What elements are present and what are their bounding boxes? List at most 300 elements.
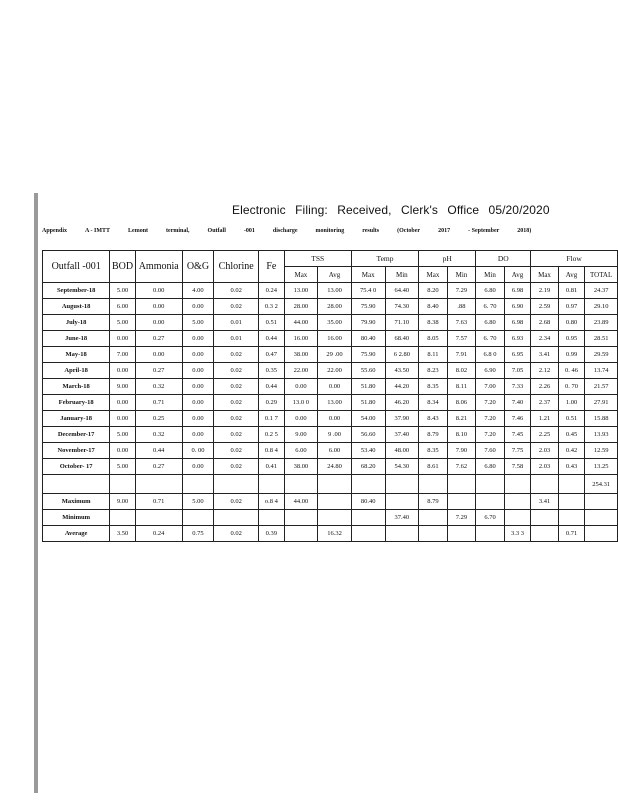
table-cell: 9.00: [284, 427, 318, 443]
table-cell: 0.80: [558, 315, 585, 331]
table-cell: 13.93: [585, 427, 618, 443]
table-cell: [284, 526, 318, 542]
table-cell: 38.00: [284, 459, 318, 475]
table-cell: 2.03: [531, 459, 559, 475]
table-cell: 16.00: [318, 331, 352, 347]
table-cell: 7.91: [447, 347, 476, 363]
header-bod: BOD: [110, 251, 135, 283]
row-label: August-18: [43, 299, 110, 315]
table-cell: 8.05: [419, 331, 448, 347]
table-cell: 0.29: [259, 395, 284, 411]
table-cell: 0.02: [214, 411, 259, 427]
table-cell: 29 .00: [318, 347, 352, 363]
table-cell: [318, 475, 352, 494]
table-cell: 0.00: [182, 331, 214, 347]
row-label: Minimum: [43, 510, 110, 526]
row-label: April-18: [43, 363, 110, 379]
table-row: [43, 299, 618, 315]
table-cell: [531, 510, 559, 526]
row-label: Average: [43, 526, 110, 542]
table-cell: 0.39: [259, 526, 284, 542]
row-label: [43, 475, 110, 494]
table-cell: 8.38: [419, 315, 448, 331]
table-row: [43, 526, 618, 542]
table-cell: 7.62: [447, 459, 476, 475]
table-cell: 8.23: [419, 363, 448, 379]
table-row: [43, 283, 618, 299]
table-cell: 0.42: [558, 443, 585, 459]
table-cell: 7.33: [504, 379, 531, 395]
table-row: [43, 459, 618, 475]
table-cell: 27.91: [585, 395, 618, 411]
table-cell: 22.00: [284, 363, 318, 379]
caption-word: -001: [243, 228, 255, 234]
table-cell: 54.00: [351, 411, 385, 427]
table-cell: 0. 00: [182, 443, 214, 459]
table-cell: 0.51: [259, 315, 284, 331]
table-cell: 0.00: [318, 411, 352, 427]
table-cell: 0.00: [110, 331, 135, 347]
table-cell: 5.00: [110, 427, 135, 443]
table-cell: 0.00: [182, 379, 214, 395]
table-cell: [558, 494, 585, 510]
table-cell: 16.32: [318, 526, 352, 542]
table-cell: 8.61: [419, 459, 448, 475]
table-cell: 0.75: [182, 526, 214, 542]
table-cell: 0.02: [214, 347, 259, 363]
table-row: [43, 363, 618, 379]
table-cell: 6.95: [504, 347, 531, 363]
table-cell: 23.89: [585, 315, 618, 331]
table-cell: 0.32: [135, 427, 182, 443]
table-cell: 6 2.80: [385, 347, 419, 363]
caption-word: results: [362, 228, 380, 234]
table-cell: 0.02: [214, 494, 259, 510]
table-cell: 7.29: [447, 283, 476, 299]
table-cell: 0.02: [214, 299, 259, 315]
table-cell: 2.37: [531, 395, 559, 411]
table-cell: 2.26: [531, 379, 559, 395]
table-cell: 37.90: [385, 411, 419, 427]
table-cell: 7.58: [504, 459, 531, 475]
table-cell: 56.60: [351, 427, 385, 443]
table-cell: 51.80: [351, 379, 385, 395]
table-cell: 37.40: [385, 510, 419, 526]
table-cell: 75.4 0: [351, 283, 385, 299]
table-cell: 0.32: [135, 379, 182, 395]
table-cell: 7.45: [504, 427, 531, 443]
table-cell: 0.00: [135, 315, 182, 331]
table-cell: 24.37: [585, 283, 618, 299]
table-cell: 0.44: [259, 379, 284, 395]
table-cell: 0.00: [182, 347, 214, 363]
table-cell: 64.40: [385, 283, 419, 299]
table-cell: 5.00: [110, 283, 135, 299]
table-cell: [214, 510, 259, 526]
row-label: February-18: [43, 395, 110, 411]
table-cell: 13.00: [318, 283, 352, 299]
table-cell: 16.00: [284, 331, 318, 347]
subheader: Max: [351, 267, 385, 283]
table-cell: 6.00: [284, 443, 318, 459]
table-cell: [447, 526, 476, 542]
table-cell: 0.43: [558, 459, 585, 475]
table-cell: 75.90: [351, 299, 385, 315]
table-cell: [385, 526, 419, 542]
scan-edge: [34, 193, 38, 793]
subheader: Avg: [318, 267, 352, 283]
table-cell: 44.00: [284, 315, 318, 331]
table-cell: 0.01: [214, 315, 259, 331]
table-cell: 0.71: [135, 395, 182, 411]
table-cell: 28.00: [318, 299, 352, 315]
table-cell: 0.00: [110, 443, 135, 459]
table-cell: 2.68: [531, 315, 559, 331]
table-cell: 0.00: [110, 411, 135, 427]
table-cell: 0.2 5: [259, 427, 284, 443]
header-ph: pH: [419, 251, 476, 267]
table-cell: [558, 510, 585, 526]
caption-word: A - IMTT: [85, 228, 111, 234]
table-cell: 0.00: [182, 427, 214, 443]
filing-stamp: Electronic Filing: Received, Clerk's Office 05/20/2020: [232, 203, 550, 217]
row-label: July-18: [43, 315, 110, 331]
table-cell: 54.30: [385, 459, 419, 475]
table-cell: [385, 494, 419, 510]
table-cell: [110, 510, 135, 526]
header-outfall: Outfall -001: [43, 251, 110, 283]
table-row: [43, 315, 618, 331]
table-cell: 0.41: [259, 459, 284, 475]
table-cell: 0.00: [182, 363, 214, 379]
table-cell: [531, 526, 559, 542]
table-cell: 0.25: [135, 411, 182, 427]
table-cell: 5.00: [182, 494, 214, 510]
table-row: [43, 475, 618, 494]
table-cell: [447, 494, 476, 510]
table-cell: 74.30: [385, 299, 419, 315]
table-cell: 7.60: [476, 443, 505, 459]
table-cell: 0.95: [558, 331, 585, 347]
table-cell: 0.51: [558, 411, 585, 427]
table-cell: 80.40: [351, 331, 385, 347]
table-cell: 6.80: [476, 315, 505, 331]
table-cell: 9.00: [110, 379, 135, 395]
table-cell: 79.90: [351, 315, 385, 331]
table-cell: [351, 475, 385, 494]
header-ammonia: Ammonia: [135, 251, 182, 283]
table-cell: 6.80: [476, 283, 505, 299]
table-cell: 6.00: [318, 443, 352, 459]
table-cell: [531, 475, 559, 494]
table-cell: 48.00: [385, 443, 419, 459]
table-cell: 68.40: [385, 331, 419, 347]
table-cell: 7.00: [110, 347, 135, 363]
caption-word: - September: [468, 228, 500, 234]
table-cell: 68.20: [351, 459, 385, 475]
table-cell: 0.44: [135, 443, 182, 459]
subheader: Max: [531, 267, 559, 283]
table-cell: 8.34: [419, 395, 448, 411]
table-cell: 0.00: [135, 283, 182, 299]
table-cell: 75.90: [351, 347, 385, 363]
table-cell: [385, 475, 419, 494]
table-cell: 0.02: [214, 459, 259, 475]
table-row: [43, 443, 618, 459]
table-row: [43, 510, 618, 526]
table-cell: 2.25: [531, 427, 559, 443]
table-cell: 8.35: [419, 379, 448, 395]
table-row: [43, 347, 618, 363]
table-row: [43, 395, 618, 411]
subheader: TOTAL: [585, 267, 618, 283]
table-cell: [284, 475, 318, 494]
table-cell: [135, 510, 182, 526]
table-cell: 0.00: [182, 459, 214, 475]
table-cell: 8.06: [447, 395, 476, 411]
table-cell: 0.00: [110, 395, 135, 411]
table-cell: 1.00: [558, 395, 585, 411]
table-cell: 0.02: [214, 395, 259, 411]
table-cell: 2.03: [531, 443, 559, 459]
table-cell: [585, 526, 618, 542]
table-cell: 8.11: [447, 379, 476, 395]
table-cell: 6.80: [476, 459, 505, 475]
table-cell: 0.02: [214, 379, 259, 395]
table-cell: 1.21: [531, 411, 559, 427]
subheader: Min: [476, 267, 505, 283]
table-cell: 0.27: [135, 459, 182, 475]
table-cell: 3.41: [531, 347, 559, 363]
table-cell: 9.00: [110, 494, 135, 510]
table-cell: 44.00: [284, 494, 318, 510]
table-cell: 80.40: [351, 494, 385, 510]
table-cell: 53.40: [351, 443, 385, 459]
table-cell: [504, 494, 531, 510]
table-cell: 35.00: [318, 315, 352, 331]
subheader: Max: [419, 267, 448, 283]
monitoring-results-table: [42, 250, 618, 542]
table-cell: 5.00: [182, 315, 214, 331]
table-row: [43, 494, 618, 510]
table-cell: 28.00: [284, 299, 318, 315]
table-cell: 12.59: [585, 443, 618, 459]
table-cell: 2.59: [531, 299, 559, 315]
subheader: Min: [385, 267, 419, 283]
table-cell: 43.50: [385, 363, 419, 379]
table-cell: 6. 70: [476, 331, 505, 347]
table-cell: 0.02: [214, 443, 259, 459]
header-fe: Fe: [259, 251, 284, 283]
table-cell: 3.41: [531, 494, 559, 510]
table-cell: [351, 510, 385, 526]
table-cell: 7.29: [447, 510, 476, 526]
table-cell: 0.00: [284, 411, 318, 427]
table-cell: 0.00: [182, 395, 214, 411]
row-label: December-17: [43, 427, 110, 443]
table-cell: 7.05: [504, 363, 531, 379]
table-cell: 0.1 7: [259, 411, 284, 427]
table-cell: 7.90: [447, 443, 476, 459]
table-cell: .88: [447, 299, 476, 315]
caption-word: monitoring: [315, 228, 345, 234]
table-cell: 6.93: [504, 331, 531, 347]
table-cell: 8.10: [447, 427, 476, 443]
table-cell: [419, 475, 448, 494]
table-cell: 0.24: [135, 526, 182, 542]
table-cell: 7.46: [504, 411, 531, 427]
table-cell: 38.00: [284, 347, 318, 363]
table-cell: 8.79: [419, 494, 448, 510]
table-cell: 7.20: [476, 395, 505, 411]
row-label: June-18: [43, 331, 110, 347]
table-cell: [558, 475, 585, 494]
table-cell: 5.00: [110, 315, 135, 331]
table-cell: [135, 475, 182, 494]
caption-word: discharge: [272, 228, 298, 234]
table-cell: 0.3 2: [259, 299, 284, 315]
caption-word: Outfall: [207, 228, 226, 234]
table-cell: [318, 494, 352, 510]
table-row: [43, 427, 618, 443]
table-cell: 13.00: [318, 395, 352, 411]
table-cell: 0.35: [259, 363, 284, 379]
row-label: October- 17: [43, 459, 110, 475]
table-cell: 2.12: [531, 363, 559, 379]
row-label: March-18: [43, 379, 110, 395]
row-label: November-17: [43, 443, 110, 459]
caption-word: terminal,: [166, 228, 190, 234]
table-caption: [42, 228, 531, 234]
table-cell: 0.27: [135, 331, 182, 347]
table-cell: 0.81: [558, 283, 585, 299]
table-cell: 7.63: [447, 315, 476, 331]
row-label: January-18: [43, 411, 110, 427]
table-row: [43, 379, 618, 395]
table-cell: 4.00: [182, 283, 214, 299]
table-cell: [476, 475, 505, 494]
table-body: [43, 283, 618, 542]
table-cell: [182, 475, 214, 494]
table-cell: 0.00: [182, 411, 214, 427]
table-cell: o.8 4: [259, 494, 284, 510]
table-cell: 0.00: [182, 299, 214, 315]
table-cell: 37.40: [385, 427, 419, 443]
header-chlorine: Chlorine: [214, 251, 259, 283]
table-cell: [585, 494, 618, 510]
table-cell: 0.01: [214, 331, 259, 347]
table-cell: 0.00: [135, 299, 182, 315]
table-cell: [504, 510, 531, 526]
table-cell: 0.02: [214, 427, 259, 443]
table-cell: 7.75: [504, 443, 531, 459]
table-cell: 7.20: [476, 411, 505, 427]
table-cell: [447, 475, 476, 494]
table-cell: 21.57: [585, 379, 618, 395]
table-cell: 6.00: [110, 299, 135, 315]
row-label: May-18: [43, 347, 110, 363]
table-cell: 7.40: [504, 395, 531, 411]
table-cell: 22.00: [318, 363, 352, 379]
table-cell: 2.19: [531, 283, 559, 299]
table-cell: 51.80: [351, 395, 385, 411]
table-cell: [318, 510, 352, 526]
header-do: DO: [476, 251, 531, 267]
table-cell: 0. 46: [558, 363, 585, 379]
subheader: Avg: [558, 267, 585, 283]
caption-word: 2017: [438, 228, 451, 234]
table-cell: 0.00: [284, 379, 318, 395]
table-cell: [419, 526, 448, 542]
table-cell: 0.00: [135, 347, 182, 363]
table-cell: 8.35: [419, 443, 448, 459]
table-cell: 0.00: [110, 363, 135, 379]
table-cell: 29.10: [585, 299, 618, 315]
table-cell: 0. 70: [558, 379, 585, 395]
table-cell: 6.8 0: [476, 347, 505, 363]
table-row: [43, 331, 618, 347]
table-cell: 8.79: [419, 427, 448, 443]
table-cell: 6.90: [476, 363, 505, 379]
table-cell: 0.71: [558, 526, 585, 542]
row-label: September-18: [43, 283, 110, 299]
table-cell: 0.99: [558, 347, 585, 363]
table-cell: [419, 510, 448, 526]
table-cell: 0.27: [135, 363, 182, 379]
table-cell: 13.25: [585, 459, 618, 475]
caption-word: Appendix: [42, 228, 68, 234]
table-cell: [182, 510, 214, 526]
table-cell: [214, 475, 259, 494]
caption-word: 2018): [517, 228, 532, 234]
table-cell: [476, 526, 505, 542]
table-cell: 13.0 0: [284, 395, 318, 411]
caption-word: (October: [397, 228, 421, 234]
table-cell: [110, 475, 135, 494]
table-cell: 5.00: [110, 459, 135, 475]
table-cell: 0.71: [135, 494, 182, 510]
table-cell: 0.44: [259, 331, 284, 347]
table-cell: 13.74: [585, 363, 618, 379]
table-cell: 0.97: [558, 299, 585, 315]
header-tss: TSS: [284, 251, 351, 267]
table-cell: 44.20: [385, 379, 419, 395]
table-cell: 0.02: [214, 526, 259, 542]
table-cell: 71.10: [385, 315, 419, 331]
table-cell: [585, 510, 618, 526]
table-cell: 0.02: [214, 283, 259, 299]
table-row: [43, 411, 618, 427]
header-flow: Flow: [531, 251, 618, 267]
table-cell: 6. 70: [476, 299, 505, 315]
header-temp: Temp: [351, 251, 418, 267]
table-cell: [351, 526, 385, 542]
row-label: Maximum: [43, 494, 110, 510]
table-cell: 6.90: [504, 299, 531, 315]
table-cell: 9 .00: [318, 427, 352, 443]
table-cell: 13.00: [284, 283, 318, 299]
table-cell: [259, 510, 284, 526]
table-cell: [259, 475, 284, 494]
table-cell: 8.02: [447, 363, 476, 379]
table-cell: 3.50: [110, 526, 135, 542]
table-cell: 28.51: [585, 331, 618, 347]
table-cell: [476, 494, 505, 510]
table-cell: 2.34: [531, 331, 559, 347]
table-cell: [504, 475, 531, 494]
table-cell: 0.00: [318, 379, 352, 395]
table-cell: 0.24: [259, 283, 284, 299]
